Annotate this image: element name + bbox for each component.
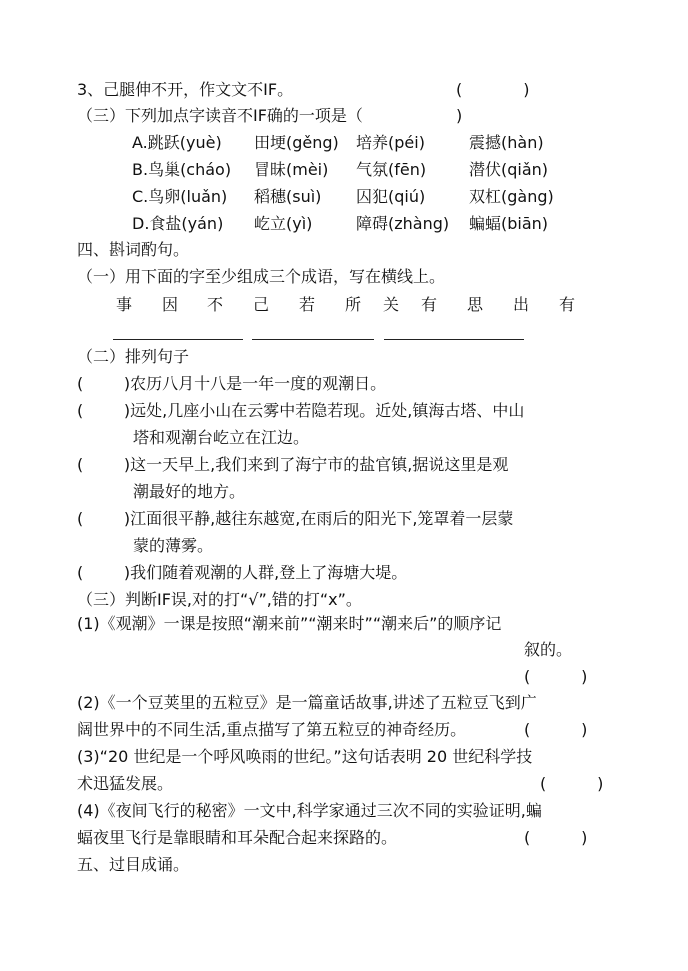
answer-paren: ( ): [524, 828, 588, 847]
answer-paren: ( ): [524, 720, 588, 739]
answer-paren: ( ): [524, 667, 588, 686]
option-a-2: 田埂(gěng): [254, 133, 339, 152]
option-b-3: 气氛(fēn): [356, 160, 427, 179]
option-b-1: B.鸟巢(cháo): [132, 160, 232, 179]
idiom-char: 有: [559, 295, 576, 314]
option-a-3: 培养(péi): [356, 133, 425, 152]
answer-blank[interactable]: [252, 339, 374, 340]
sentence-3: ( )这一天早上,我们来到了海宁市的盐官镇,据说这里是观: [77, 455, 509, 474]
sentence-2: ( )远处,几座小山在云雾中若隐若现。近处,镇海古塔、中山: [77, 401, 525, 420]
judge-3-cont: 术迅猛发展。: [77, 774, 174, 793]
judge-3: (3)“20 世纪是一个呼风唤雨的世纪。”这句话表明 20 世纪科学技: [77, 747, 533, 766]
idiom-char: 思: [467, 295, 484, 314]
option-c-4: 双杠(gàng): [469, 187, 554, 206]
idiom-char: 不: [207, 295, 224, 314]
idiom-char: 己: [253, 295, 270, 314]
sentence-5: ( )我们随着观潮的人群,登上了海塘大堤。: [77, 563, 408, 582]
subsection-2-title: （二）排列句子: [77, 347, 190, 366]
sentence-3-cont: 潮最好的地方。: [133, 482, 246, 501]
answer-blank[interactable]: [113, 339, 243, 340]
section-5-title: 五、过目成诵。: [77, 855, 190, 874]
sentence-2-cont: 塔和观潮台屹立在江边。: [133, 428, 310, 447]
section-4-title: 四、斟词酌句。: [77, 240, 190, 259]
idiom-char: 有: [421, 295, 438, 314]
question-3-line: 3、己腿伸不开，作文文不IF。: [77, 80, 294, 99]
subsection-1-title: （一）用下面的字至少组成三个成语，写在横线上。: [77, 267, 446, 286]
sentence-1: ( )农历八月十八是一年一度的观潮日。: [77, 374, 387, 393]
option-c-2: 稻穗(suì): [254, 187, 322, 206]
option-d-1: D.食盐(yán): [132, 214, 224, 233]
option-d-4: 蝙蝠(biān): [469, 214, 549, 233]
option-c-1: C.鸟卵(luǎn): [132, 187, 228, 206]
idiom-char: 若: [299, 295, 316, 314]
judge-4: (4)《夜间飞行的秘密》一文中,科学家通过三次不同的实验证明,蝙: [77, 801, 542, 820]
judge-2-cont: 阔世界中的不同生活,重点描写了第五粒豆的神奇经历。: [77, 720, 467, 739]
section-3-title: （三）下列加点字读音不IF确的一项是（: [77, 106, 363, 125]
answer-paren: ( ): [540, 774, 604, 793]
judge-2: (2)《一个豆荚里的五粒豆》是一篇童话故事,讲述了五粒豆飞到广: [77, 693, 537, 712]
option-d-3: 障碍(zhàng): [356, 214, 450, 233]
judge-4-cont: 蝠夜里飞行是靠眼睛和耳朵配合起来探路的。: [77, 828, 398, 847]
option-d-2: 屹立(yì): [254, 214, 313, 233]
option-b-2: 冒昧(mèi): [254, 160, 329, 179]
option-a-1: A.跳跃(yuè): [132, 133, 222, 152]
idiom-char: 事: [116, 295, 133, 314]
sentence-4: ( )江面很平静,越往东越宽,在雨后的阳光下,笼罩着一层蒙: [77, 509, 514, 528]
option-c-3: 囚犯(qiú): [356, 187, 426, 206]
answer-blank[interactable]: [384, 339, 524, 340]
judge-1: (1)《观潮》一课是按照“潮来前”“潮来时”“潮来后”的顺序记: [77, 614, 502, 633]
idiom-char: 所: [345, 295, 362, 314]
option-b-4: 潜伏(qiǎn): [469, 160, 549, 179]
idiom-char: 出: [513, 295, 530, 314]
idiom-char: 关: [383, 295, 400, 314]
answer-paren-close: ): [456, 106, 463, 125]
judge-1-cont: 叙的。: [524, 640, 573, 659]
sentence-4-cont: 蒙的薄雾。: [133, 536, 214, 555]
answer-paren: ( ): [456, 80, 530, 99]
idiom-char: 因: [162, 295, 179, 314]
subsection-3-title: （三）判断IF误,对的打“√”,错的打“x”。: [77, 590, 362, 609]
option-a-4: 震撼(hàn): [469, 133, 544, 152]
